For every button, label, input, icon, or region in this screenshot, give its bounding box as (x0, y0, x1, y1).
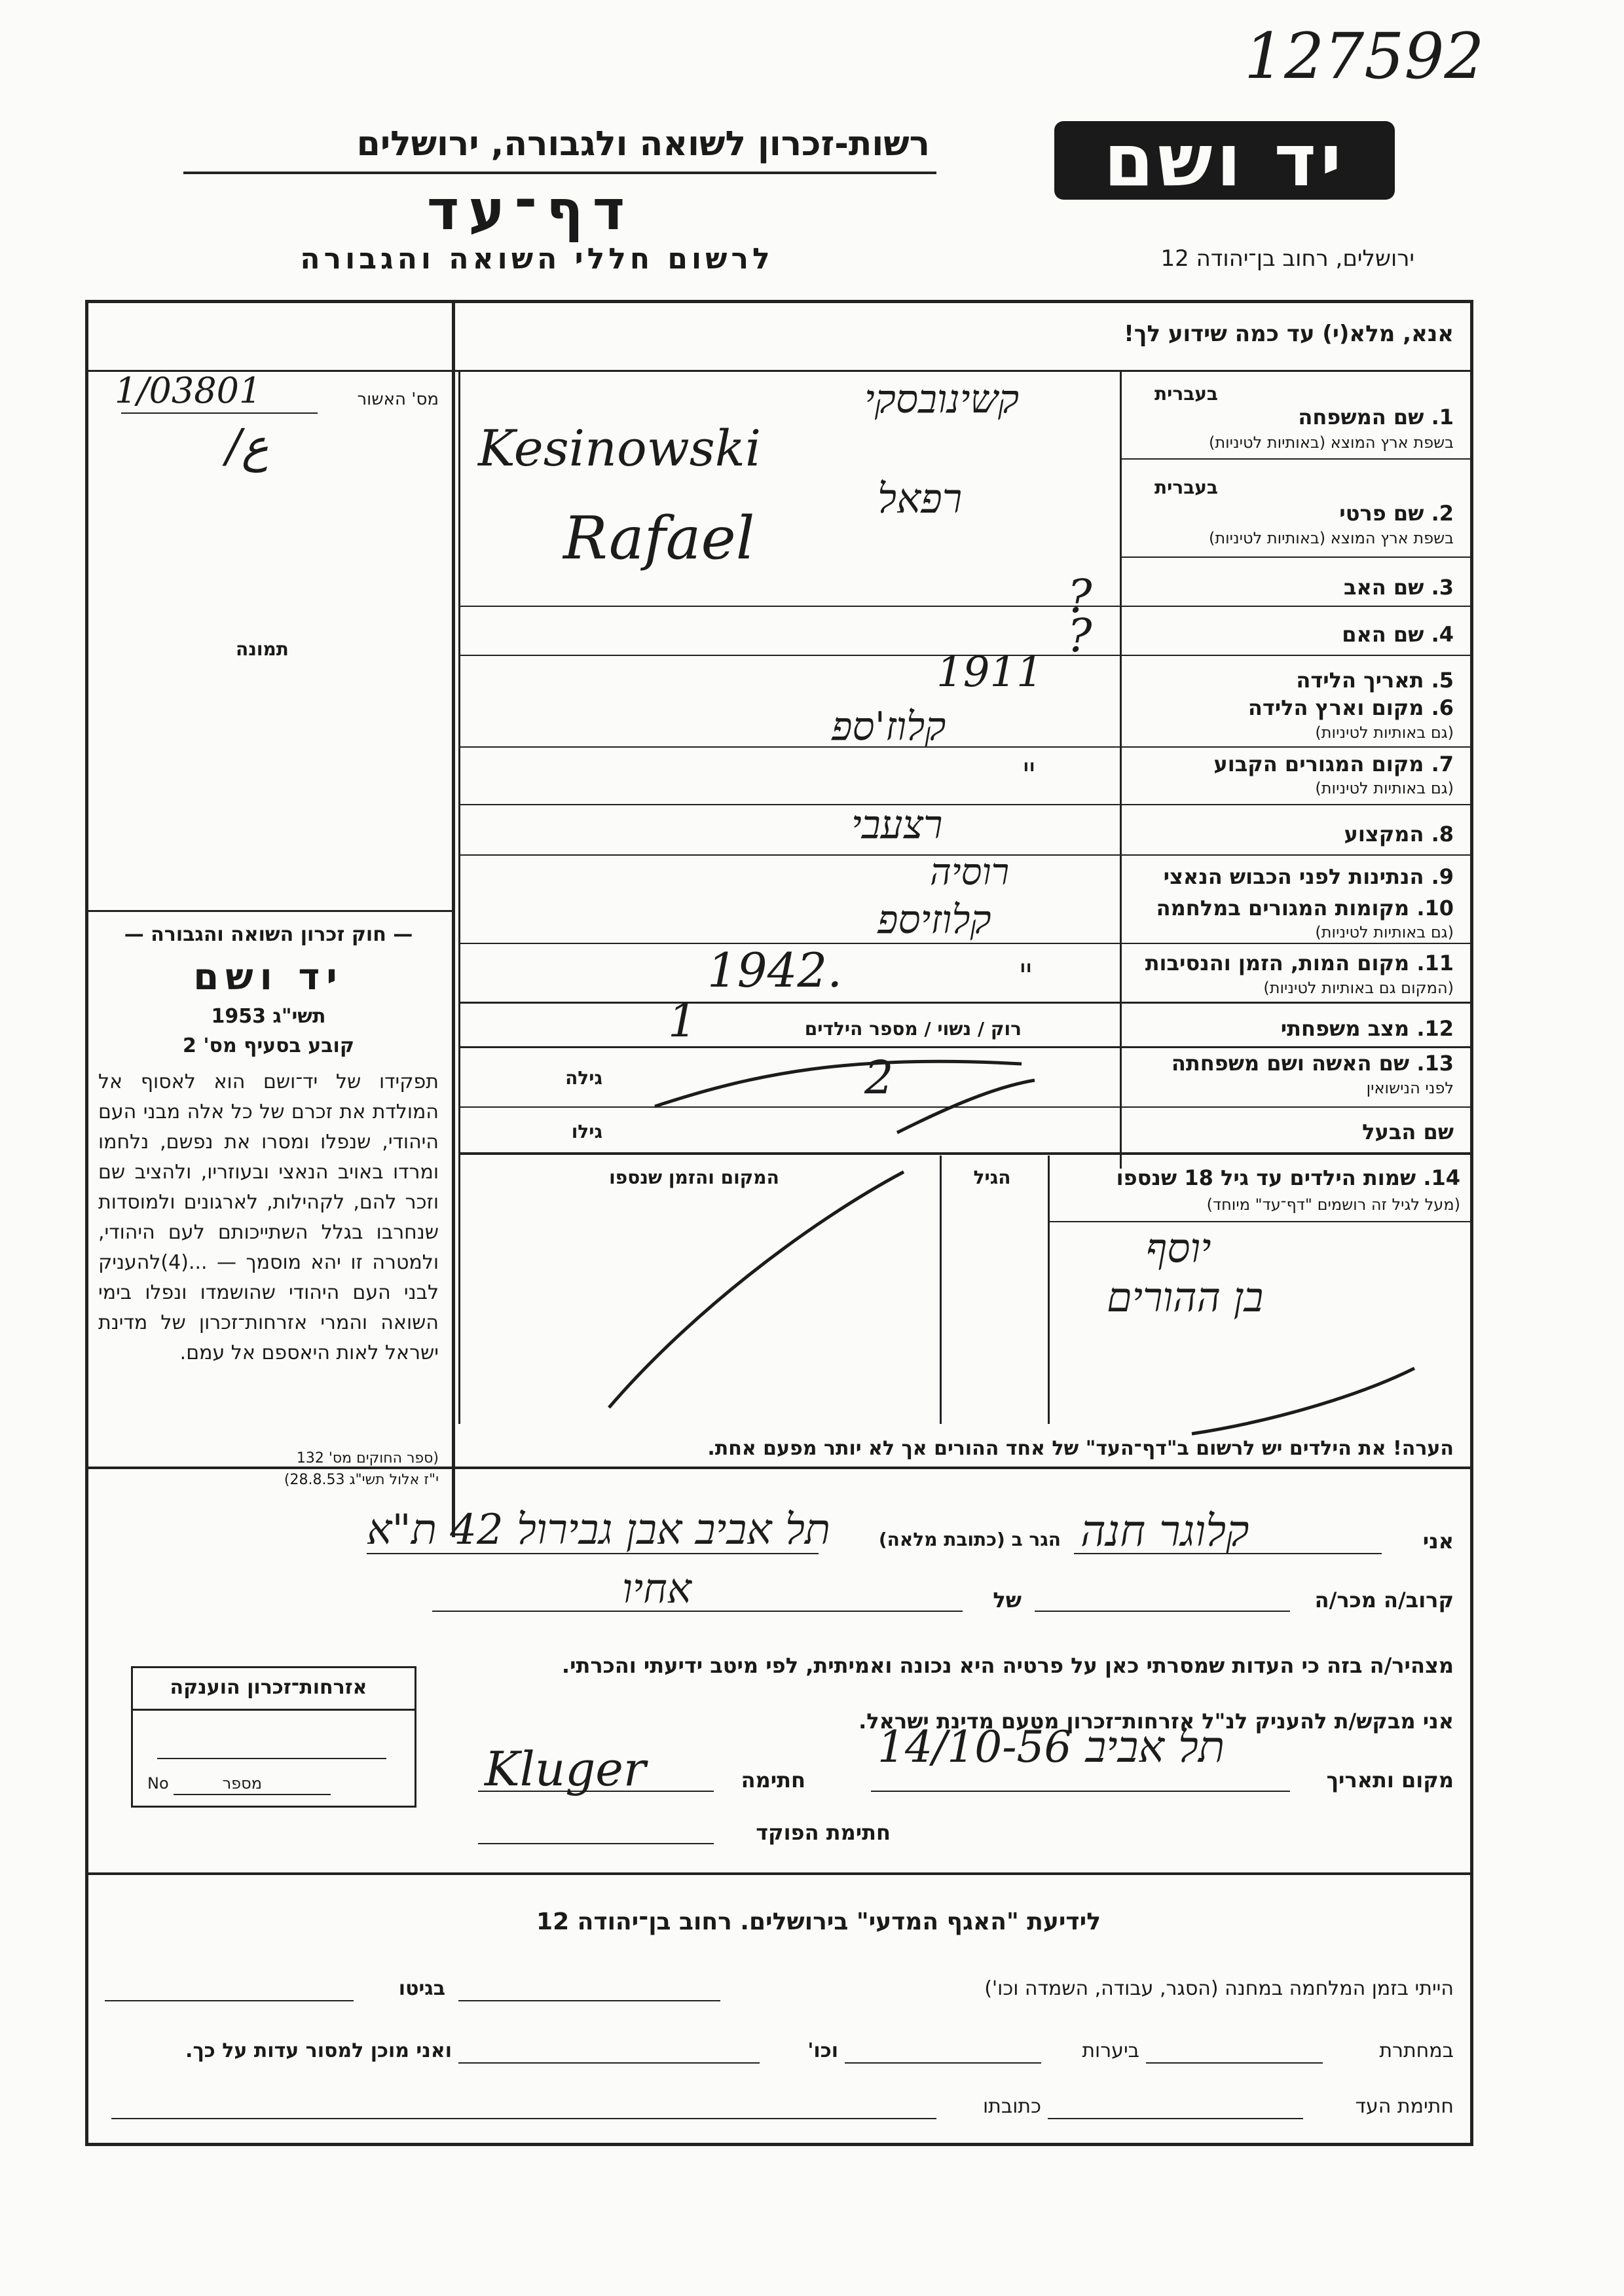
hw-birth-place: קלוז'ספ (832, 704, 946, 750)
f11-label: 11. מקום המות, הזמן והנסיבות (1145, 951, 1454, 975)
law-ref-2: י"ז אלול תשי"ג 28.8.53) (284, 1472, 439, 1488)
law-ref-1: (ספר החוקים מס' 132 (296, 1450, 439, 1467)
law-title: — חוק זכרון השואה והגבורה — (124, 923, 413, 946)
hw-child-1: יוסף (1146, 1224, 1211, 1272)
hw-surname-lat: Kesinowski (478, 419, 762, 477)
officer-label: חתימת הפוקד (756, 1820, 891, 1845)
authority-name: רשות-זכרון לשואה ולגבורה, ירושלים (356, 124, 930, 164)
husband-label: שם הבעל (1362, 1120, 1454, 1144)
f11-sub: (המקום גם באותיות לטיניות) (1263, 979, 1454, 997)
hw-firstname-lat: Rafael (563, 504, 755, 573)
hw-witness-relative: אחיו (622, 1565, 692, 1613)
f13-sub: לפני הנישואין (1366, 1079, 1454, 1097)
citizenship-no: מספר (222, 1774, 262, 1793)
law-logo: יד ושם (193, 956, 344, 998)
footer-line3-a: חתימת העד (1355, 2095, 1454, 2118)
f6-sub: (גם באותיות לטיניות) (1315, 723, 1454, 742)
footer-line2-d: ואני מוכן למסור עדות על כך. (185, 2039, 452, 2062)
f10-sub: (גם באותיות לטיניות) (1315, 923, 1454, 941)
footer-line3-b: כתובתו (983, 2095, 1041, 2118)
hw-witness-name: קלוגר חנה (1080, 1506, 1249, 1556)
hw-residence: " (1022, 756, 1037, 794)
hebrew-label-2: בעברית (1154, 477, 1218, 498)
cert-number: 1/03801 (115, 370, 262, 411)
hw-place-date: תל אביב 14/10-56 (877, 1722, 1225, 1772)
footer-line2-b: ביערות (1082, 2039, 1139, 2062)
hw-child-2: בן ההורים (1107, 1273, 1264, 1321)
f5-label: 5. תאריך הלידה (1296, 668, 1454, 693)
f12-options: רוק / נשוי / מספר הילדים (804, 1018, 1022, 1040)
hw-citizenship: רוסיה (930, 851, 1010, 894)
footer-line2-a: במחתרת (1379, 2039, 1454, 2062)
f2-sub: בשפת ארץ המוצא (באותיות לטיניות) (1209, 529, 1454, 547)
hw-mother: ? (1067, 609, 1092, 663)
f1-sub: בשפת ארץ המוצא (באותיות לטיניות) (1209, 433, 1454, 452)
law-text: תפקידו של יד־ושם הוא לאסוף אל המולדת את זכרם של כל אלה מבני העם היהודי, שנפלו ומסרו את נפשם, נלחמו ומרדו באויב הנאצי ובעוזריו, ולהציב שם וזכר להם, לקהילות, לארגונים ולמוסדות שנחרבו בגלל השתייכותם לעם היהודי, ולמטרה זו יהא מוסמך — ...(4)להעניק לבני העם היהודי שהושמדו ונפלו בימי השואה והמרי אזרחות־זכרון של מדינת ישראל לאות היאספם אל עמם. (98, 1070, 439, 1364)
footer-line1-a: הייתי בזמן המלחמה במחנה (הסגר, עבודה, השמדה וכו') (984, 1977, 1454, 2000)
hw-witness-address: תל אביב אבן גבירול 42 ת"א (367, 1506, 830, 1554)
address: ירושלים, רחוב בן־יהודה 12 (1160, 246, 1414, 272)
f8-label: 8. המקצוע (1344, 822, 1454, 847)
hw-profession: רצעבי (851, 802, 943, 848)
citizenship-no-sign: No (147, 1774, 169, 1793)
cert-label: מס' האשור (357, 390, 439, 409)
witness-i-label: אני (1422, 1529, 1454, 1554)
f14-place-label: המקום והזמן שנספו (609, 1167, 779, 1188)
witness-relative-label: קרוב/ה מכר/ה (1314, 1588, 1454, 1613)
hw-father: ? (1067, 570, 1092, 623)
note: הערה! את הילדים יש לרשום ב"דף־העד" של אחד ההורים אך לא יותר מפעם אחת. (707, 1437, 1454, 1460)
f7-sub: (גם באותיות לטיניות) (1315, 779, 1454, 797)
f13-label: 13. שם האשה ושם משפחתה (1171, 1051, 1454, 1076)
photo-label: תמונה (236, 638, 289, 660)
witness-living-label: הגר ב (כתובת מלאה) (878, 1529, 1061, 1550)
place-date-label: מקום ותאריך (1326, 1768, 1454, 1793)
f10-label: 10. מקומות המגורים במלחמה (1156, 896, 1454, 920)
f7-label: 7. מקום המגורים הקבוע (1213, 752, 1454, 776)
witness-declaration: מצהיר/ה בזה כי העדות שמסרתי כאן על פרטיה היא נכונה ואמיתית, לפי מיטב ידיעתי והכרתי. (561, 1653, 1454, 1678)
hw-death-ditto: " (1018, 957, 1033, 995)
form-title: דף־עד (426, 178, 635, 242)
hebrew-label-1: בעברית (1154, 383, 1218, 405)
footer-line1-b: בגיטו (398, 1977, 445, 2000)
hw-signature: Kluger (485, 1741, 646, 1796)
law-clause: קובע בסעיף מס' 2 (183, 1034, 354, 1057)
hw-war-residence: קלוזיספ (877, 897, 991, 943)
cert-extra: /ع (226, 419, 269, 473)
f9-label: 9. הנתינות לפני הכבוש הנאצי (1163, 864, 1454, 889)
witness-of-label: של (993, 1588, 1022, 1613)
hw-firstname-heb: רפאל (877, 475, 963, 522)
law-year: תשי"ג 1953 (211, 1005, 326, 1028)
hw-wife-age: 2 (864, 1051, 894, 1104)
f6-label: 6. מקום וארץ הלידה (1247, 695, 1454, 720)
instruction: אנא, מלא(י) עד כמה שידוע לך! (1124, 321, 1454, 347)
footer-line2-c: וכו' (807, 2039, 838, 2062)
form-subtitle: לרשום חללי השואה והגבורה (300, 242, 774, 276)
f2-label: 2. שם פרטי (1339, 501, 1454, 526)
hw-birth-date: 1911 (936, 648, 1043, 697)
husband-age: גילו (571, 1121, 602, 1142)
f12-label: 12. מצב משפחתי (1280, 1016, 1454, 1041)
footer-title: לידיעת "האגף המדעי" בירושלים. רחוב בן־יהודה 12 (536, 1908, 1101, 1935)
yad-vashem-logo: יד ושם (1054, 121, 1395, 200)
citizenship-title: אזרחות־זכרון הוענקה (170, 1676, 367, 1699)
f14-label: 14. שמות הילדים עד גיל 18 שנספו (1116, 1165, 1460, 1190)
f4-label: 4. שם האם (1342, 622, 1454, 647)
f14-sub: (מעל לגיל זה רושמים "דף־עד" מיוחד) (1206, 1195, 1460, 1214)
hw-surname-heb: קשינובסקי (864, 376, 1020, 422)
signature-label: חתימה (741, 1768, 805, 1793)
f13-age: גילה (565, 1067, 602, 1089)
f3-label: 3. שם האב (1343, 575, 1454, 600)
hw-death-year: 1942. (707, 943, 843, 998)
witness-request: אני מבקש/ת להעניק לנ"ל אזרחות־זכרון מטעם מדינת ישראל. (858, 1709, 1454, 1734)
hw-children-count: 1 (668, 994, 697, 1048)
f14-age-label: הגיל (973, 1167, 1011, 1188)
document-number: 127592 (1244, 20, 1485, 93)
f1-label: 1. שם המשפחה (1298, 405, 1454, 429)
